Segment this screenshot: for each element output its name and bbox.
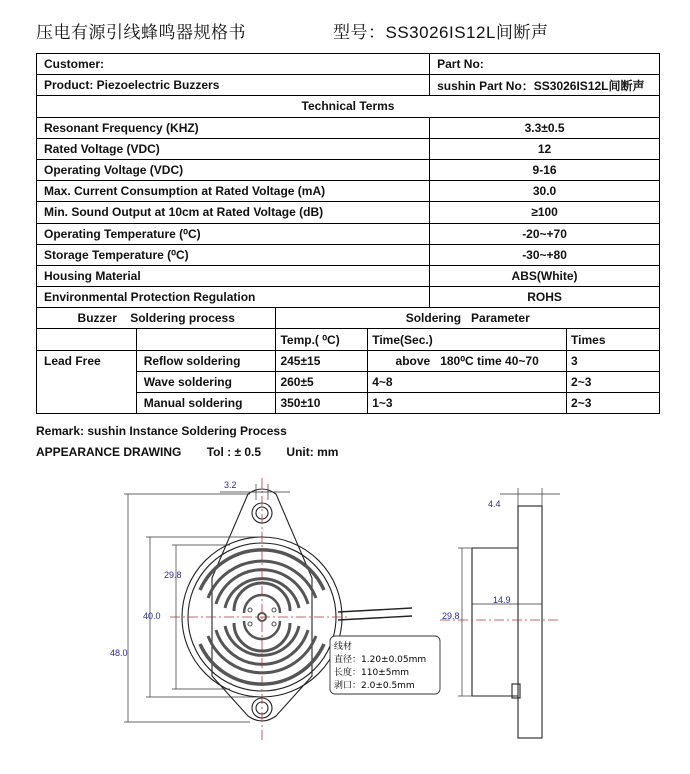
technical-terms-row (37, 96, 660, 117)
process-times: 3 (567, 350, 660, 371)
wire-note-line: 直径：1.20±0.05mm (334, 655, 427, 665)
appearance-drawing (0, 470, 690, 770)
spec-value: 9-16 (430, 159, 660, 180)
tolerance-text: Tol : ± 0.5 (206, 445, 262, 459)
side-dimension-lines (458, 488, 560, 696)
process-time: 4~8 (368, 371, 567, 392)
table-row (37, 138, 660, 159)
process-name: Wave soldering (136, 371, 276, 392)
times-column-header: Times (567, 329, 660, 350)
solder-columns-row (37, 329, 660, 350)
body-dimension: 40.0 (143, 611, 161, 621)
process-name: Manual soldering (136, 393, 276, 414)
side-view (472, 506, 542, 738)
unit-text: Unit: mm (286, 445, 339, 459)
flange-dimension: 4.4 (488, 499, 501, 509)
spec-value: -20~+70 (430, 223, 660, 244)
process-times: 2~3 (567, 393, 660, 414)
inner-dimension: 29.8 (164, 570, 182, 580)
wire-note-line: 剥口：2.0±0.5mm (334, 681, 415, 691)
appearance-heading (36, 445, 360, 459)
side-height-dimension: 29.8 (442, 611, 460, 621)
spec-value: 12 (430, 138, 660, 159)
table-row (37, 265, 660, 286)
sushin-part-no: sushin Part No：SS3026IS12L间断声 (430, 75, 660, 96)
process-temp: 245±15 (276, 350, 368, 371)
temp-column-header: Temp.( ⁰C) (276, 329, 368, 350)
solder-heading-row (37, 308, 660, 329)
model-prefix: 型号： (333, 23, 386, 43)
lead-free-label: Lead Free (37, 350, 137, 414)
spec-value: 3.3±0.5 (430, 117, 660, 138)
table-row (37, 350, 660, 371)
process-temp: 260±5 (276, 371, 368, 392)
depth-dimension: 14.9 (493, 595, 511, 605)
table-row (37, 202, 660, 223)
model-number: SS3026IS12L间断声 (385, 23, 549, 42)
total-dimension: 48.0 (110, 648, 128, 658)
spec-name: Min. Sound Output at 10cm at Rated Voltage (dB) (37, 202, 430, 223)
spec-title: 压电有源引线蜂鸣器规格书 (36, 23, 246, 43)
spec-table (36, 53, 660, 414)
spec-name: Operating Temperature (⁰C) (37, 223, 430, 244)
process-time: above 180⁰C time 40~70 (368, 350, 567, 371)
front-centerlines (170, 478, 353, 740)
spec-value: ABS(White) (430, 265, 660, 286)
table-row (37, 287, 660, 308)
solder-process-heading: Buzzer Soldering process (37, 308, 276, 329)
spec-value: ROHS (430, 287, 660, 308)
process-name: Reflow soldering (136, 350, 276, 371)
spec-name: Operating Voltage (VDC) (37, 159, 430, 180)
table-row (37, 181, 660, 202)
technical-terms-heading: Technical Terms (37, 96, 660, 117)
part-no-label: Part No: (430, 54, 660, 75)
solder-parameter-heading: Soldering Parameter (276, 308, 660, 329)
process-times: 2~3 (567, 371, 660, 392)
hole-dimension: 3.2 (224, 480, 237, 490)
spec-name: Housing Material (37, 265, 430, 286)
process-time: 1~3 (368, 393, 567, 414)
spec-name: Rated Voltage (VDC) (37, 138, 430, 159)
spec-value: -30~+80 (430, 244, 660, 265)
spec-name: Environmental Protection Regulation (37, 287, 430, 308)
table-row (37, 244, 660, 265)
spec-name: Max. Current Consumption at Rated Voltage (mA) (37, 181, 430, 202)
table-row (37, 117, 660, 138)
table-row (37, 159, 660, 180)
table-row (37, 223, 660, 244)
wire-note-line: 线材 (334, 642, 353, 652)
front-dimension-lines (124, 484, 290, 722)
remark-text: Remark: sushin Instance Soldering Process (36, 424, 287, 438)
wire-note-line: 长度：110±5mm (334, 668, 409, 678)
spec-value: 30.0 (430, 181, 660, 202)
model-heading (333, 18, 548, 43)
customer-row (37, 54, 660, 75)
spec-value: ≥100 (430, 202, 660, 223)
product-row (37, 75, 660, 96)
product-name: Product: Piezoelectric Buzzers (37, 75, 430, 96)
spec-name: Storage Temperature (⁰C) (37, 244, 430, 265)
spec-name: Resonant Frequency (KHZ) (37, 117, 430, 138)
appearance-title: APPEARANCE DRAWING (36, 445, 182, 459)
customer-label: Customer: (37, 54, 430, 75)
process-temp: 350±10 (276, 393, 368, 414)
time-column-header: Time(Sec.) (368, 329, 567, 350)
